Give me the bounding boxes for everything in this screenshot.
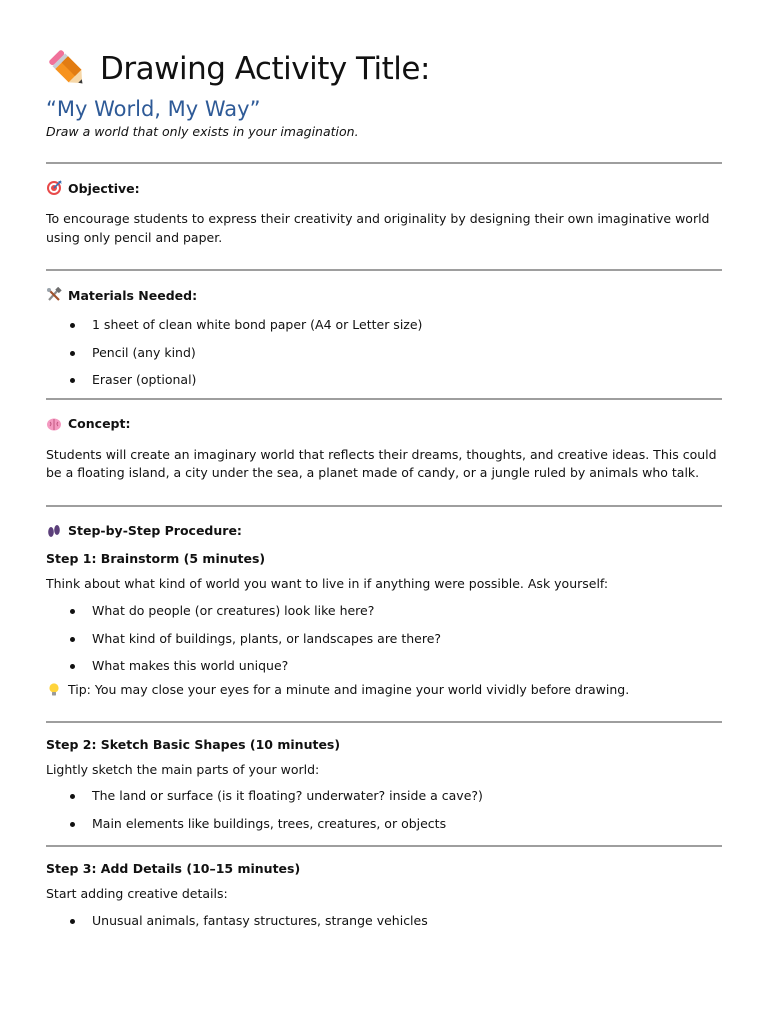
step-1-title: Step 1: Brainstorm (5 minutes) — [46, 550, 266, 566]
list-item-text: Unusual animals, fantasy structures, strange vehicles — [92, 912, 428, 928]
bullet-icon — [70, 919, 75, 924]
bullet-icon — [70, 637, 75, 642]
procedure-heading — [46, 523, 722, 539]
bullet-icon — [70, 378, 75, 383]
list-item-text: What makes this world unique? — [92, 658, 289, 673]
tools-icon — [46, 287, 62, 303]
bullet-icon — [70, 664, 75, 669]
list-item-text: Eraser (optional) — [92, 372, 197, 387]
concept-text: Students will create an imaginary world that reflects their dreams, thoughts, and creative ideas. This could be a floating island, a city under the sea, a planet made of candy, or a jungle ruled by animals who talk. — [46, 446, 717, 480]
objective-heading — [46, 180, 722, 196]
step-2-intro: Lightly sketch the main parts of your world: — [46, 761, 320, 777]
list-item — [46, 317, 722, 345]
bullet-icon — [70, 323, 75, 328]
objective-text: To encourage students to express their creativity and originality by designing their own imaginative world using only pencil and paper. — [46, 211, 710, 245]
document-title: Drawing Activity Title: — [100, 51, 430, 87]
tip-text: Tip: You may close your eyes for a minute and imagine your world vividly before drawing. — [68, 682, 630, 697]
list-item-text: Pencil (any kind) — [92, 344, 196, 360]
objective-heading-label: Objective: — [68, 180, 140, 196]
concept-heading-label: Concept: — [68, 416, 131, 431]
materials-heading-label: Materials Needed: — [68, 287, 198, 303]
materials-heading — [46, 287, 722, 303]
list-item-text: The land or surface (is it floating? underwater? inside a cave?) — [92, 788, 483, 803]
activity-tagline: Draw a world that only exists in your imagination. — [46, 124, 359, 139]
step-2-list — [46, 788, 722, 843]
step-1-list — [46, 603, 722, 686]
pencil-icon — [46, 47, 90, 91]
section-divider — [46, 845, 722, 847]
list-item — [46, 372, 722, 400]
document-content — [46, 44, 722, 940]
section-divider — [46, 269, 722, 271]
list-item — [46, 345, 722, 373]
list-item — [46, 631, 722, 659]
step-2-title: Step 2: Sketch Basic Shapes (10 minutes) — [46, 736, 341, 752]
section-divider — [46, 721, 722, 723]
materials-list — [46, 317, 722, 400]
list-item — [46, 788, 722, 816]
brain-icon — [46, 416, 62, 432]
bullet-icon — [70, 609, 75, 614]
bullet-icon — [70, 794, 75, 799]
bullet-icon — [70, 351, 75, 356]
list-item-text: 1 sheet of clean white bond paper (A4 or Letter size) — [92, 317, 423, 332]
concept-heading — [46, 416, 722, 432]
procedure-heading-label: Step-by-Step Procedure: — [68, 523, 242, 538]
section-divider — [46, 505, 722, 507]
step-3-list — [46, 913, 722, 941]
list-item — [46, 816, 722, 844]
list-item — [46, 658, 722, 686]
step-1-intro: Think about what kind of world you want to live in if anything were possible. Ask yourself: — [46, 575, 609, 591]
footprints-icon — [46, 523, 62, 539]
list-item-text: What kind of buildings, plants, or landscapes are there? — [92, 630, 442, 646]
list-item-text: Main elements like buildings, trees, creatures, or objects — [92, 815, 447, 831]
section-divider — [46, 162, 722, 164]
activity-subtitle: “My World, My Way” — [46, 97, 261, 121]
target-icon — [46, 180, 62, 196]
list-item — [46, 603, 722, 631]
step-3-title: Step 3: Add Details (10–15 minutes) — [46, 861, 301, 876]
title-row — [46, 44, 722, 94]
list-item — [46, 913, 722, 941]
bullet-icon — [70, 822, 75, 827]
step-3-intro: Start adding creative details: — [46, 886, 228, 901]
list-item-text: What do people (or creatures) look like here? — [92, 603, 375, 618]
